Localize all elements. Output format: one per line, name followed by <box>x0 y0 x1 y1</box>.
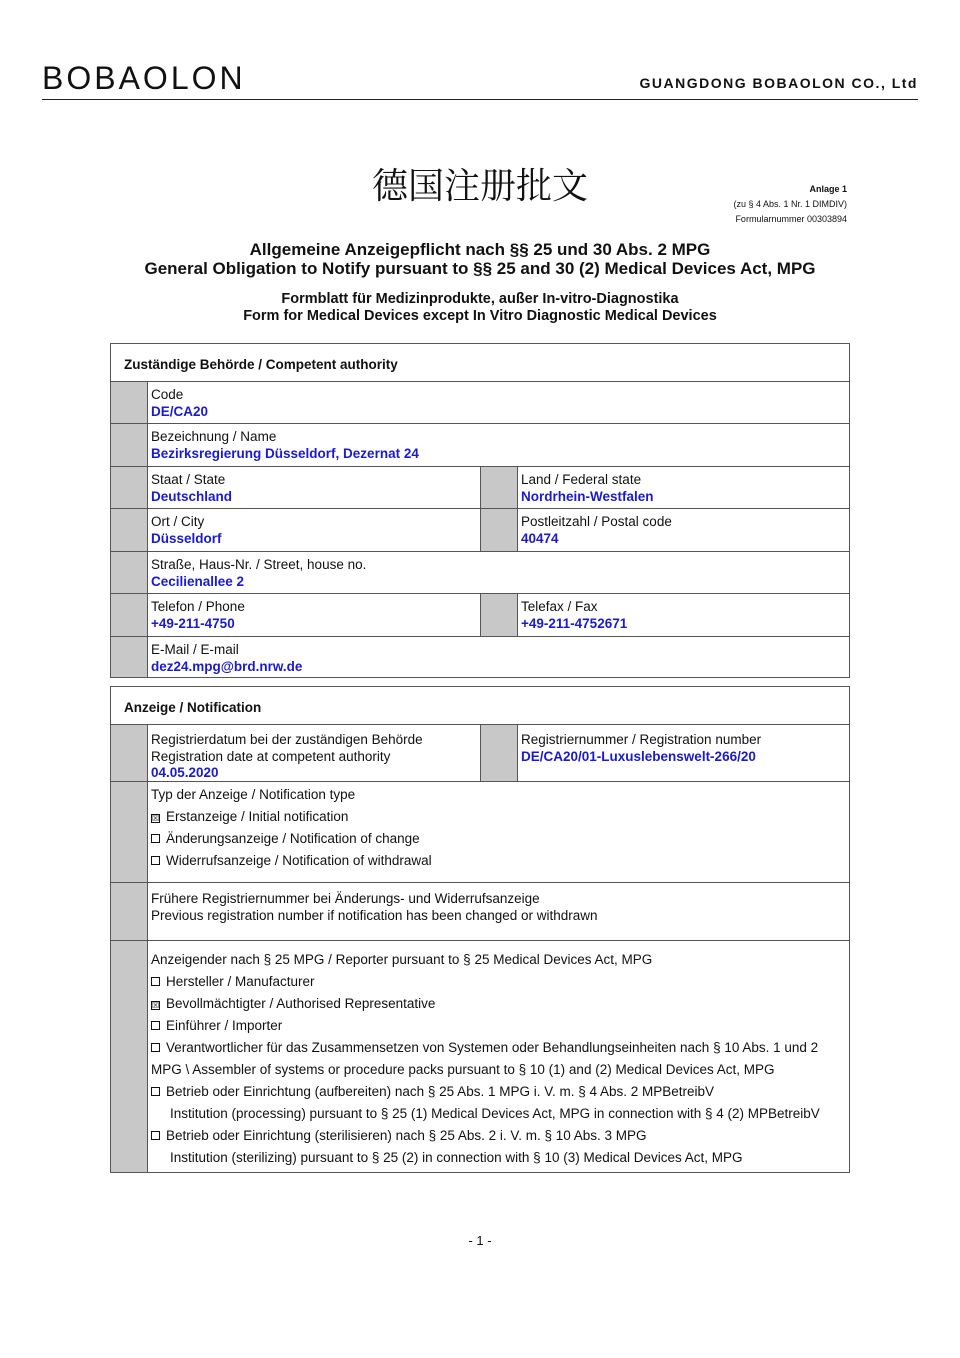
name-row <box>111 424 849 467</box>
federal-state-field <box>518 467 849 508</box>
option-label: Betrieb oder Einrichtung (sterilisieren) nach § 25 Abs. 2 i. V. m. § 10 Abs. 3 MPG <box>166 1128 647 1143</box>
option-label: Änderungsanzeige / Notification of change <box>166 831 420 846</box>
state-value: Deutschland <box>151 488 233 504</box>
checkbox-icon <box>151 856 160 865</box>
state-field <box>148 467 480 508</box>
company-logo: BOBAOLON <box>42 60 246 96</box>
registration-number-value: DE/CA20/01-Luxuslebenswelt-266/20 <box>521 748 756 764</box>
subheading-german: Formblatt für Medizinprodukte, außer In-vitro-Diagnostika <box>281 291 679 307</box>
email-field <box>148 637 849 677</box>
authority-section <box>110 343 850 678</box>
header-divider <box>42 99 918 100</box>
postal-code-field <box>518 509 849 551</box>
city-label: Ort / City <box>151 514 205 529</box>
street-label: Straße, Haus-Nr. / Street, house no. <box>151 557 367 572</box>
code-value: DE/CA20 <box>151 403 209 419</box>
option-sterilizing-cont: Institution (sterilizing) pursuant to § 25 (2) in connection with § 10 (3) Medical Devices Act, MPG <box>170 1150 743 1165</box>
company-name: GUANGDONG BOBAOLON CO., Ltd <box>639 75 918 91</box>
checkbox-icon <box>151 1087 160 1096</box>
option-withdrawal <box>151 850 846 872</box>
main-heading <box>0 240 960 278</box>
subheading-english: Form for Medical Devices except In Vitro Diagnostic Medical Devices <box>243 308 717 324</box>
option-label: Hersteller / Manufacturer <box>166 974 315 989</box>
heading-german: Allgemeine Anzeigepflicht nach §§ 25 und 30 Abs. 2 MPG <box>249 240 711 259</box>
reporter-row <box>111 941 849 1172</box>
option-manufacturer <box>151 971 846 993</box>
authority-heading: Zuständige Behörde / Competent authority <box>111 344 849 382</box>
reporter-label: Anzeigender nach § 25 MPG / Reporter pursuant to § 25 Medical Devices Act, MPG <box>151 952 653 967</box>
previous-number-row <box>111 883 849 941</box>
option-label: Bevollmächtigter / Authorised Representative <box>166 996 436 1011</box>
phone-field <box>148 594 480 636</box>
option-label: Verantwortlicher für das Zusammensetzen von Systemen oder Behandlungseinheiten nach § 10 Abs. 1 und 2 <box>166 1040 819 1055</box>
registration-date-field <box>148 725 480 781</box>
code-label: Code <box>151 387 184 402</box>
page-number: - 1 - <box>468 1233 492 1248</box>
city-value: Düsseldorf <box>151 530 222 546</box>
registration-date-value: 04.05.2020 <box>151 765 219 780</box>
fax-label: Telefax / Fax <box>521 599 598 614</box>
notification-type-field <box>148 782 849 882</box>
option-label: Betrieb oder Einrichtung (aufbereiten) nach § 25 Abs. 1 MPG i. V. m. § 4 Abs. 2 MPBetreibV <box>166 1084 715 1099</box>
checkbox-icon <box>151 834 160 843</box>
notification-heading: Anzeige / Notification <box>111 687 849 725</box>
checkbox-icon <box>151 1131 160 1140</box>
phone-row <box>111 594 849 637</box>
checkbox-icon <box>151 1021 160 1030</box>
city-field <box>148 509 480 551</box>
checkbox-checked-icon: ☒ <box>152 1001 160 1010</box>
registration-number-label: Registriernummer / Registration number <box>521 732 762 747</box>
postal-code-label: Postleitzahl / Postal code <box>521 514 672 529</box>
option-sterilizing <box>151 1125 846 1147</box>
checkbox-icon <box>151 1043 160 1052</box>
notification-type-label: Typ der Anzeige / Notification type <box>151 787 356 802</box>
name-field <box>148 424 849 466</box>
registration-number-field <box>518 725 849 781</box>
option-processing <box>151 1081 846 1103</box>
option-assembler <box>151 1037 846 1059</box>
street-row <box>111 552 849 594</box>
option-processing-cont: Institution (processing) pursuant to § 25 (1) Medical Devices Act, MPG in connection with § 4 (2) MPBetreibV <box>170 1106 820 1121</box>
registration-date-label-en: Registration date at competent authority <box>151 748 391 764</box>
registration-date-label-de: Registrierdatum bei der zuständigen Behörde <box>151 732 423 747</box>
city-row <box>111 509 849 552</box>
street-value: Cecilienallee 2 <box>151 573 245 589</box>
annex-reference: (zu § 4 Abs. 1 Nr. 1 DIMDIV) <box>733 199 847 209</box>
checkbox-checked-icon: ☒ <box>152 814 160 823</box>
registration-row <box>111 725 849 782</box>
option-authorised-rep <box>151 993 846 1015</box>
sub-heading <box>0 291 960 325</box>
fax-value: +49-211-4752671 <box>521 615 628 631</box>
option-change <box>151 828 846 850</box>
notification-section <box>110 686 850 1173</box>
option-label: Erstanzeige / Initial notification <box>166 809 349 824</box>
email-row <box>111 637 849 677</box>
previous-number-field <box>148 883 849 940</box>
phone-label: Telefon / Phone <box>151 599 245 614</box>
form-number: Formularnummer 00303894 <box>735 214 847 224</box>
chinese-title: 德国注册批文 <box>371 165 588 206</box>
option-label: Einführer / Importer <box>166 1018 283 1033</box>
annex-label: Anlage 1 <box>809 184 847 194</box>
option-assembler-cont: MPG \ Assembler of systems or procedure packs pursuant to § 10 (1) and (2) Medical Devices Act, MPG <box>151 1062 775 1077</box>
federal-state-value: Nordrhein-Westfalen <box>521 488 654 504</box>
street-field <box>148 552 849 593</box>
option-importer <box>151 1015 846 1037</box>
code-row <box>111 382 849 424</box>
name-label: Bezeichnung / Name <box>151 429 277 444</box>
email-label: E-Mail / E-mail <box>151 642 239 657</box>
state-label: Staat / State <box>151 472 226 487</box>
phone-value: +49-211-4750 <box>151 615 235 631</box>
fax-field <box>518 594 849 636</box>
option-label: Widerrufsanzeige / Notification of withdrawal <box>166 853 432 868</box>
notification-type-row <box>111 782 849 883</box>
federal-state-label: Land / Federal state <box>521 472 642 487</box>
heading-english: General Obligation to Notify pursuant to §§ 25 and 30 (2) Medical Devices Act, MPG <box>144 259 816 278</box>
option-initial <box>151 806 846 828</box>
previous-number-label-de: Frühere Registriernummer bei Änderungs- und Widerrufsanzeige <box>151 891 540 906</box>
annex-info <box>733 182 847 227</box>
state-row <box>111 467 849 509</box>
email-value: dez24.mpg@brd.nrw.de <box>151 658 303 674</box>
checkbox-icon <box>151 977 160 986</box>
name-value: Bezirksregierung Düsseldorf, Dezernat 24 <box>151 445 419 461</box>
code-field <box>148 382 849 423</box>
reporter-field <box>148 941 849 1172</box>
previous-number-label-en: Previous registration number if notification has been changed or withdrawn <box>151 907 598 923</box>
postal-code-value: 40474 <box>521 530 559 546</box>
